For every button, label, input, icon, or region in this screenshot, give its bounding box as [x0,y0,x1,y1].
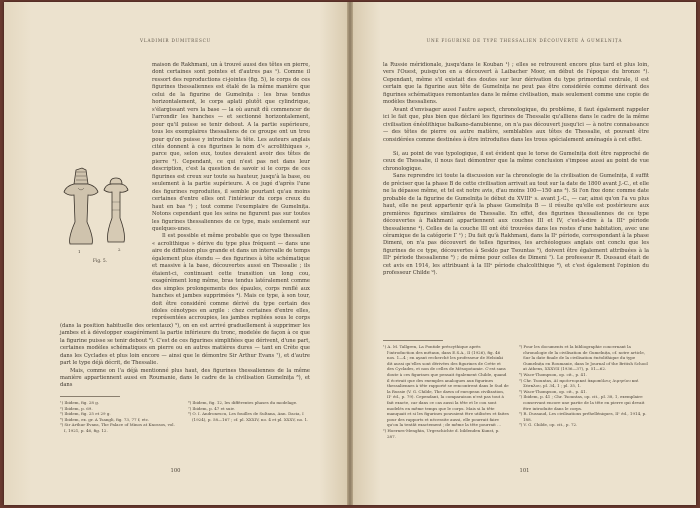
footnote: ⁴) Ibidem, ex. gr. A Tsangli, fig. 73, 77 f, etc. [60,416,150,422]
footnote: ²) Ibidem, p. 69. [60,405,93,411]
footnote: ⁸) R. Dussaud, Les civilisations préhelléniques, IIᵉ éd., 1914, p. 188. [519,411,647,422]
footnote: ¹) Ibidem, fig. 28 g. [60,400,100,405]
right-footnotes-col-2 [519,344,649,428]
right-footnotes-col-1 [383,344,509,439]
figure-5 [60,162,140,267]
figure-label-1: 1 [78,249,81,254]
footnote: ⁶) Wace-Thompson, op. cit., p. 41. [519,388,587,394]
right-body-text [383,62,649,278]
footnote: ²) Hoernes-Menghin, Urgeschichte d. bildenden Kunst, p. 287. [383,427,500,439]
footnote: ⁷) Ibidem, p. 41 ; Chr. Tsountas, op. cit., pl. 38, 1, exemplaire conservant encore une partie de la tête en pierre qui devait être introduite dans le corps. [519,394,645,411]
right-paragraph-1: la Russie méridionale, jusqu'dans le Kouban ¹) ; elles se retrouvent encore plus tard et plus loin, vers l'Ouest, puisqu'on en a découvert à Laibacher Moor, en début de l'époque du bronze ²). Cependant, même s'il existait des doutes sur leur dérivation du type primordial centrale, il est certain que la figurine aux tête de Gumelnița ne peut pas être considérée comme dérivant des figurines schématiques remontantes dans le même civilisation, mais seulement comme une copie de modèles thessaliens. [383,62,649,106]
footnote: ⁵) Chr. Tsountas, Αἱ προϊστορικαὶ ἀκροπόλεις Διμηνίου καὶ Σέσκλου, pl. 34, 1 ; pl. 35, 1. [519,377,639,389]
figure-caption: Fig. 5. [92,259,108,264]
left-paragraph-3: Mais, comme on l'a déjà mentionné plus haut, des figurines thessaliennes de la même manière appartiennent aussi en Roumanie, dans le cadre de la civilisation Gumelnița ⁸), et dans [60,367,310,389]
footnote: ⁷) Ibidem, p. 47 et suiv. [188,405,235,411]
left-running-head: VLADIMIR DUMITRESCU [140,38,211,43]
right-page-number: 101 [519,468,530,474]
figure-label-2: 2 [118,247,121,252]
footnote: ⁴) Wace-Thompson, op. cit., p. 41. [519,371,587,377]
right-paragraph-2: Avant d'envisager aussi l'autre aspect, chronologique, du problème, il faut également rappeler ici le fait que, plus bien que déclaré les figurines de Thessalie qu'alliens dans le cadre de la même civilisation énéolithique balkano-danubienne, on n'a pas découvert jusqu'ici — à notre connaissance — des têtes de pierre ou autre matière, semblables aux têtes de Thessalie, et pouvant être considérées comme destinées à être introduites dans les trous spécialement aménagés à cet effet. [383,106,649,143]
right-footnotes [383,344,649,454]
footnote: ³) Ibidem, fig. 25 et 29 g. [60,411,111,417]
figurine-drawing [60,162,140,258]
right-paragraph-3: Si, au point de vue typologique, il est évident que le torse de Gumelnița doit être rapproché de ceux de Thessalie, il nous faut démontrer que la même conclusion s'impose aussi au point de vue chronologique. [383,150,649,172]
left-paragraph-2: Il est possible et même probable que ce type thessalien « acrolithique » dérive du type plus fréquent — dans une aire de diffusion plus grande et dans un intervalle de temps également plus étendu — des figurines à tête schématique et massive à la base, découvertes aussi en Thessalie ; ils étaient-ci, continuant cette transition un long cou, exagérément long même, bras tendus latéralement comme des simples prolongements des épaules, corps renflé aux hanches et jambes supprimées ⁴). Mais ce type, à son tour, doit être considéré comme dérivé du type certain des idoles cénotypes en argile : chez certaines d'entre elles, représentées accroupies, les jambes repliées sous le corps (dans la position habituelle des orientaux) ⁵), on en est arrivé graduellement à supprimer les jambes et à développer exagérément la partie inférieure du tronc, modelée de façon à ce que la figurine puisse se tenir debout ⁶). C'est de ces figurines simplifiées que dérivent, d'une part, certaines modèles schématiques en pierre ou en autres matières dures — tant en Crète que dans les Cyclades et plus loin encore — ainsi que le démontre Sir Arthur Evans ⁷), et d'autre part le type déjà décrit, de Thessalie. [60,233,310,367]
footnote: ⁵) Sir Arthur Evans, The Palace of Minos at Knossos, vol. I, 1921, p. 46, fig. 12. [60,422,175,433]
left-footnotes-col-2 [188,400,310,422]
right-paragraph-4: Sans reprendre ici toute la discussion sur la chronologie de la civilisation de Gumelnița, il suffit de préciser que la phase B de cette civilisation arrivait au tout sur la date de 1800 avant J.-C., et elle ne la dépasse même, et tel est notre avis, d'au moins 100—150 ans ³). Si l'on fixe donc comme date probable de la figurine de Gumelnița le début du XVIIIᵉ s. avant J.-C., — car, ainsi qu'on l'a vu plus haut, elle ne peut appartenir qu'à la phase Gumelnița B — il résulte qu'elle est postérieure aux premières figurines similaires de Thessalie. En effet, des figurines thessaliennes de ce type découvertes à Rakhmani appartiennent aux couches III et IV, c'est-à-dire à la IIIᵉ période thessalienne ⁴). Celles de la couche III ont été trouvées dans les restes d'une habitation, avec une céramique de la catégorie Γ ¹) ; Du fait qu'à Rakhmani, dans la IIᵉ période, correspondant à la phase Dimeni, on n'a pas découvert de telles figurines, les archéologues anglais ont conclu que les figurines de ce type, découvertes à Sesklo par Tsountas ⁵), doivent être également attribuées à la IIIᵉ période thessalienne ⁶) ; de même pour celles de Dimeni ⁷). Le professeur R. Dussaud était de cet avis en 1914, les attribuant à la IIIᵉ période chalcolithique ⁸), et c'est également l'opinion du professeur Childe ⁹). [383,173,649,277]
footnote: ⁹) V. G. Childe, op. cit., p. 72. [519,422,578,428]
left-page-number: 100 [170,468,181,474]
footnote-rule-right [383,340,443,341]
footnote: ³) Pour les documents et la bibliographie concernant la chronologie de la civilisation de Gumelnița, cf. notre article, Sur la date finale de la civilisation énéolithique du type Gumelnița en Roumanie, dans le Journal of the British School at Athens, XXXVII (1936—37), p. 51—62. [519,344,648,372]
right-running-head: UNE FIGURINE DE TYPE THESSALIEN DÉCOUVERTE À GUMELNIȚA [426,38,623,43]
footnote: ¹) A. M. Tallgren, La Pontide préscythique après l'introduction des métaux, dans E.S.A., II (1926), fig. 46 nos. 1—4 ; en ayant recherché les professeur de Helsinki dit aussi qu'elles sont dérivées des figurines de Crète et des Cyclades, et non de celles de Mésopotamie. C'est sans doute à ces figurines que pensait également Childe, quand il écrivait que des exemples analogues aux figurines thessaliennes à tête rapporté se rencontrent dans le Sud de la Russie (V. G. Childe, The dawn of european civilization, IIᵉ éd., p. 79). Cependant, la comparaison n'est pas tout à fait exacte, car dans ce cas aussi la tête et le cou sont modelés en même temps que le corps. Mais si la tête manquait et si les figurines pouvaient être utilisées et faites pour des rapports et nécessite aussi, elle pourrait faire qu'on la tentât exactement ; de même la tête pourrait ... [383,344,509,428]
book-spread [4,2,696,505]
left-footnotes [60,400,310,460]
figurine-2-illustration [104,178,128,242]
left-paragraph-1: maison de Rakhmani, un à trouvé aussi des têtes en pierre, dont certaines sont pointes et d'autres pas ¹). Comme il ressort des reproductions ci-jointes (fig. 5), le corps de ces figurines thessaliennes est étalé de la même manière que celui de la figurine de Gumelnița : les bras tendus horizontalement, le corps aplati plutôt que cylindrique, s'élargissant vers la base — la où aurait dû commencer de l'arrondir les hanches — et sectionné horizontalement, pour qu'il puisse se tenir debout. A la partie supérieure, tous les exemplaires thessaliens de ce groupe ont un trou pour qu'on puisse y introduire la tête. Les auteurs anglais cités donnent à ces figurines le nom d'« acrolithiques », parce que, selon eux, toutes devaient avoir des têtes de pierre ²). Cependant, ce qui n'est pas net dans leur description, c'est la question de savoir si le corps de ces figurines est creux sur toute sa hauteur, jusqu'à la base, ou seulement à la partie supérieure. A ce jugé d'après l'une des figurines reproduites, il semble pourtant qu'au moins certaines d'entre elles ont l'intérieur du corps creux du haut en bas ³) ; tout comme l'exemplaire de Gumelnița. Notons cependant que les seins ne figurent pas sur toutes les figurines thessaliennes de ce type, mais seulement sur quelques-unes. [152,62,310,232]
footnote: ⁸) O. I. Andronescu, Les fouilles de Sultana, Ann. Dacia, I (1924), p. 58—167 ; cf. pl. XXXIV, no. 4 et pl. XXXV, no. 1. [188,411,309,422]
right-page [353,2,696,505]
footnote: ⁶) Ibidem, fig. 12, les différentes phases du modelage. [188,400,298,405]
left-footnotes-col-1 [60,400,178,434]
left-page [4,2,347,505]
footnote-rule-left [60,396,120,397]
figurine-1-illustration [64,168,98,244]
